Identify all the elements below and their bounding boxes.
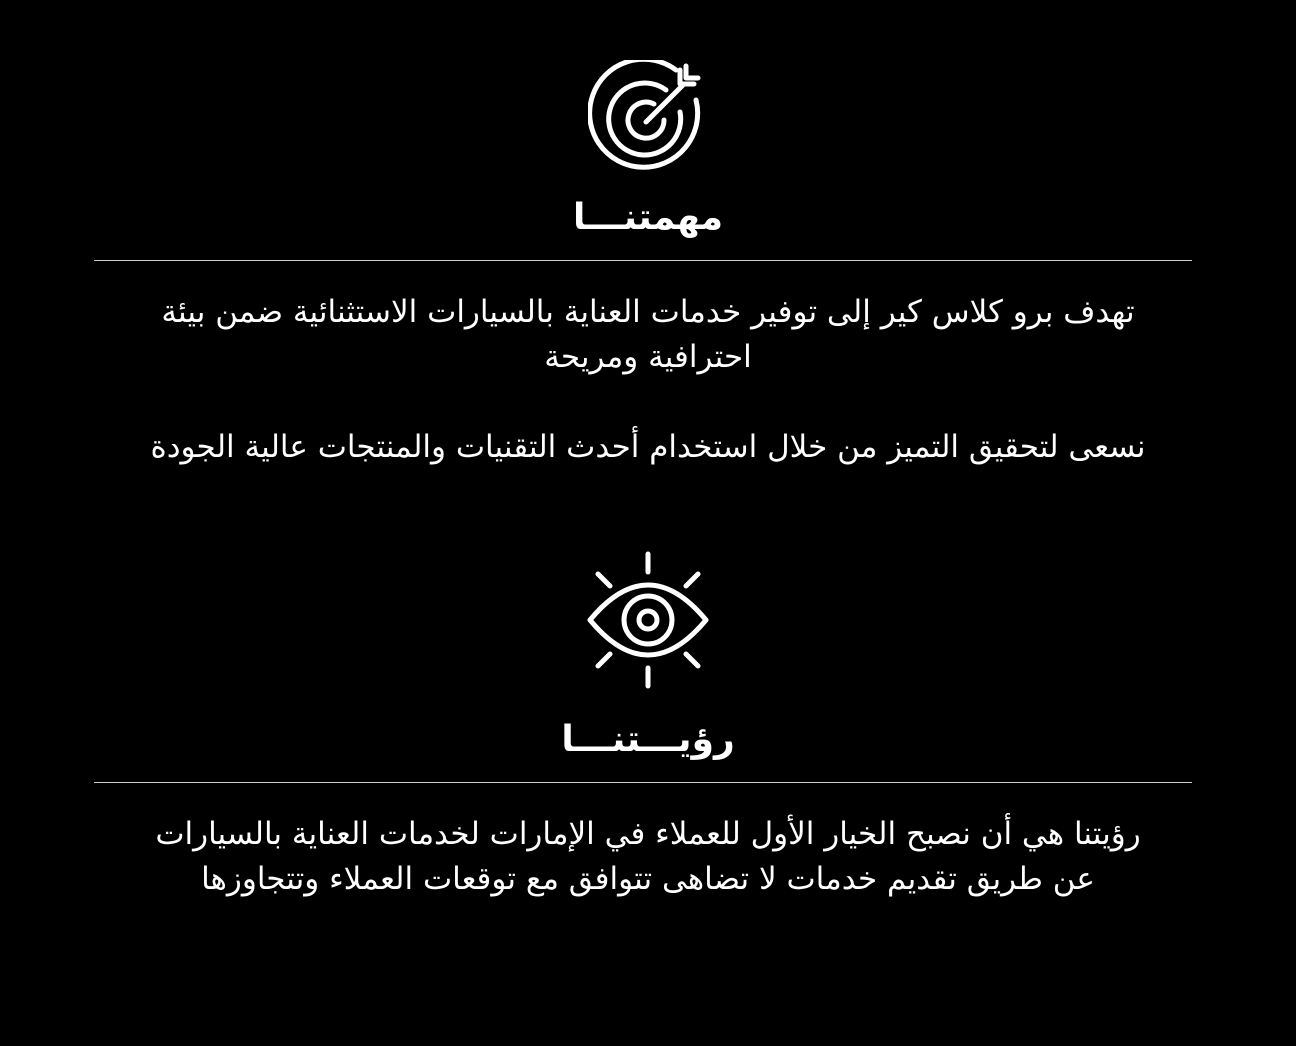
mission-paragraph-2: نسعى لتحقيق التميز من خلال استخدام أحدث التقنيات والمنتجات عالية الجودة [150, 429, 1146, 465]
mission-icon-wrap [0, 60, 1296, 176]
mission-divider [94, 260, 1192, 261]
mission-paragraph-1: تهدف برو كلاس كير إلى توفير خدمات العناية بالسيارات الاستثنائية ضمن بيئة احترافية ومريحة [161, 294, 1135, 375]
mission-text [130, 290, 1166, 470]
target-arrow-icon [588, 60, 708, 176]
vision-text [130, 812, 1166, 902]
vision-paragraph-1: رؤيتنا هي أن نصبح الخيار الأول للعملاء في الإمارات لخدمات العناية بالسيارات عن طريق تقديم خدمات لا تضاهى تتوافق مع توقعات العملاء وتتجاوزها [155, 816, 1141, 897]
eye-icon [586, 550, 710, 690]
vision-section [0, 540, 1296, 1046]
vision-icon-wrap [0, 550, 1296, 690]
vision-heading: رؤيـــتنـــا [561, 719, 735, 760]
mission-heading: مهمتنـــا [572, 197, 723, 238]
vision-divider [94, 782, 1192, 783]
